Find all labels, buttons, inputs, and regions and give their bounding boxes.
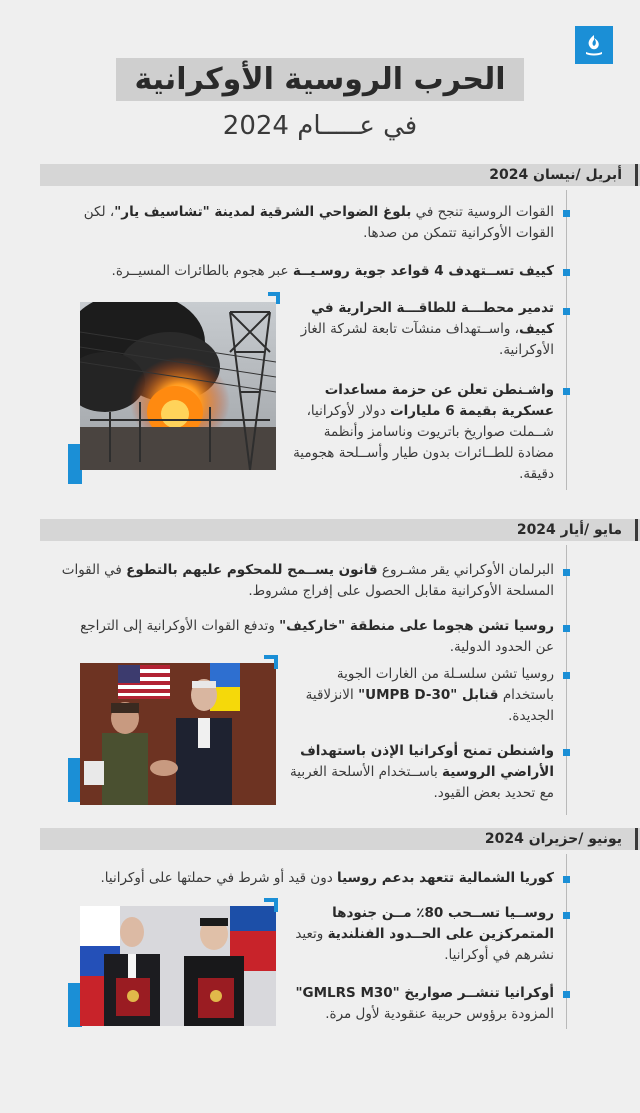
timeline-item: البرلمان الأوكراني يقر مشـروع قانون يســمح للمحكوم عليهم بالتطوع في القوات المسلحة الأوكرانية مقابل الحصول على إفراج مشروط. xyxy=(61,562,554,599)
timeline-item: روسيا تشن هجوما على منطقة "خاركيف" وتدفع القوات الأوكرانية إلى التراجع عن الحدود الدولية. xyxy=(80,618,554,655)
bullet-icon xyxy=(563,269,570,276)
timeline-item: واشنطن تمنح أوكرانيا الإذن باستهداف الأراضي الروسية باســتخدام الأسلحة الغربية مع تحديد بعض القيود. xyxy=(290,743,554,801)
photo-corner xyxy=(268,292,280,304)
bullet-icon xyxy=(563,625,570,632)
timeline-item: روســيا تســحب 80٪ مــن جنودها المتمركزين على الحــدود الفنلندية وتعيد نشرهم في أوكرانيا. xyxy=(295,905,554,963)
photo-corner xyxy=(264,898,278,912)
bullet-icon xyxy=(563,308,570,315)
timeline-item: أوكرانيا تنشــر صواريخ "GMLRS M30" المزودة برؤوس حربية عنقودية لأول مرة. xyxy=(295,985,554,1022)
section-label: مايو /أيار 2024 xyxy=(516,522,622,538)
power-plant-fire-photo xyxy=(80,302,276,470)
bullet-icon xyxy=(563,749,570,756)
section-header-june xyxy=(40,828,640,850)
timeline-item: واشـنطن تعلن عن حزمة مساعدات عسكرية بقيمة 6 مليارات دولار لأوكرانيا، شــملت صواريخ باتريوت وناسامز وأنظمة مضادة للطــائرات بدون طيار وأســلحة هجومية دقيقة. xyxy=(293,382,554,482)
section-tick xyxy=(635,519,638,541)
bullet-icon xyxy=(563,876,570,883)
zelensky-biden-handshake-photo xyxy=(80,663,276,805)
timeline-item: القوات الروسية تنجح في بلوغ الضواحي الشرقية لمدينة "تشاسيف يار"، لكن القوات الأوكرانية تتمكن من صدها. xyxy=(83,204,554,241)
timeline-item: كوريا الشمالية تتعهد بدعم روسيا دون قيد أو شرط في حملتها على أوكرانيا. xyxy=(100,870,554,886)
bullet-icon xyxy=(563,388,570,395)
timeline-item: روسيا تشن سلسـلة من الغارات الجوية باستخدام قنابل "UMPB D-30" الانزلاقية الجديدة. xyxy=(305,666,554,724)
bullet-icon xyxy=(563,569,570,576)
title-block xyxy=(0,58,640,141)
section-tick xyxy=(635,828,638,850)
putin-kim-signing-photo xyxy=(80,906,276,1026)
section-label: يونيو /حزيران 2024 xyxy=(484,831,622,847)
bullet-icon xyxy=(563,210,570,217)
photo-corner xyxy=(264,655,278,669)
timeline-line xyxy=(566,545,567,815)
section-header-april xyxy=(40,164,640,186)
bullet-icon xyxy=(563,991,570,998)
bullet-icon xyxy=(563,912,570,919)
timeline-line xyxy=(566,190,567,490)
page-title: الحرب الروسية الأوكرانية xyxy=(116,58,523,101)
bullet-icon xyxy=(563,672,570,679)
timeline-item: تدمير محطـــة للطاقـــة الحرارية في كييف، واســتهداف منشآت تابعة لشركة الغاز الأوكرانية. xyxy=(300,300,554,358)
section-label: أبريل /نيسان 2024 xyxy=(489,167,622,183)
section-tick xyxy=(635,164,638,186)
page-subtitle: في عـــــام 2024 xyxy=(222,111,418,141)
section-header-may xyxy=(40,519,640,541)
timeline-item: كييف تســتهدف 4 قواعد جوية روسـيــة عبر هجوم بالطائرات المسيــرة. xyxy=(111,263,554,279)
